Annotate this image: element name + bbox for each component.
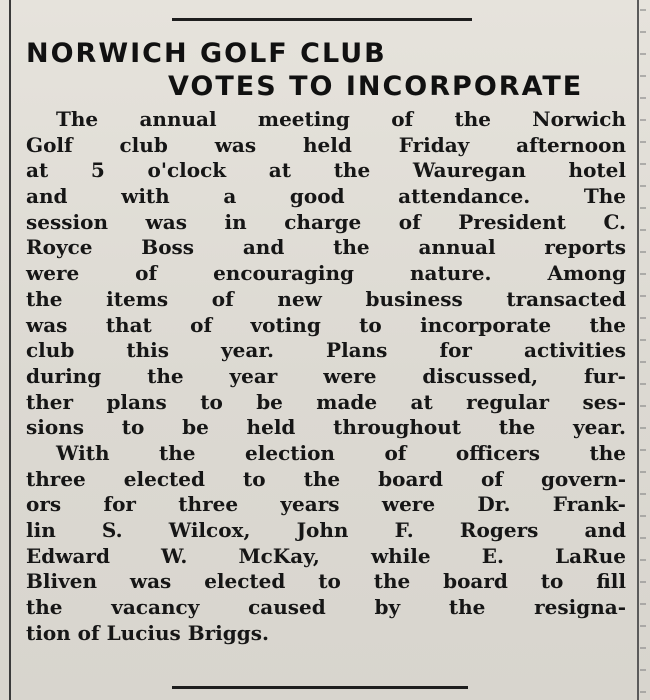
body-line: session was in charge of President C. bbox=[26, 209, 626, 234]
body-line: Royce Boss and the annual reports bbox=[26, 235, 626, 260]
body-line: at 5 o'clock at the Wauregan hotel bbox=[26, 158, 626, 183]
bottom-divider-rule bbox=[172, 686, 468, 689]
body-line: club this year. Plans for activities bbox=[26, 338, 626, 363]
body-line: the vacancy caused by the resigna- bbox=[26, 595, 626, 620]
body-line: With the election of officers the bbox=[56, 440, 626, 465]
body-line: tion of Lucius Briggs. bbox=[26, 620, 269, 645]
headline-line-2: VOTES TO INCORPORATE bbox=[168, 71, 584, 102]
body-line: ors for three years were Dr. Frank- bbox=[26, 492, 626, 517]
body-line: sions to be held throughout the year. bbox=[26, 415, 626, 440]
body-line: Bliven was elected to the board to fill bbox=[26, 569, 626, 594]
column-rule-left bbox=[9, 0, 11, 700]
body-line: The annual meeting of the Norwich bbox=[56, 107, 626, 131]
article-body bbox=[26, 107, 626, 646]
body-line: three elected to the board of govern- bbox=[26, 466, 626, 491]
top-divider-rule bbox=[172, 18, 472, 21]
body-line: the items of new business transacted bbox=[26, 286, 626, 311]
body-line: Edward W. McKay, while E. LaRue bbox=[26, 543, 626, 568]
body-line: lin S. Wilcox, John F. Rogers and bbox=[26, 518, 626, 542]
adjacent-column-edge bbox=[640, 0, 646, 700]
body-line: and with a good attendance. The bbox=[26, 184, 626, 209]
body-line: Golf club was held Friday afternoon bbox=[26, 132, 626, 157]
headline-line-1: NORWICH GOLF CLUB bbox=[26, 38, 387, 69]
body-line: were of encouraging nature. Among bbox=[26, 261, 626, 286]
body-line: during the year were discussed, fur- bbox=[26, 363, 626, 388]
body-line: ther plans to be made at regular ses- bbox=[26, 389, 626, 414]
body-line: was that of voting to incorporate the bbox=[26, 312, 626, 337]
column-rule-right bbox=[637, 0, 639, 700]
